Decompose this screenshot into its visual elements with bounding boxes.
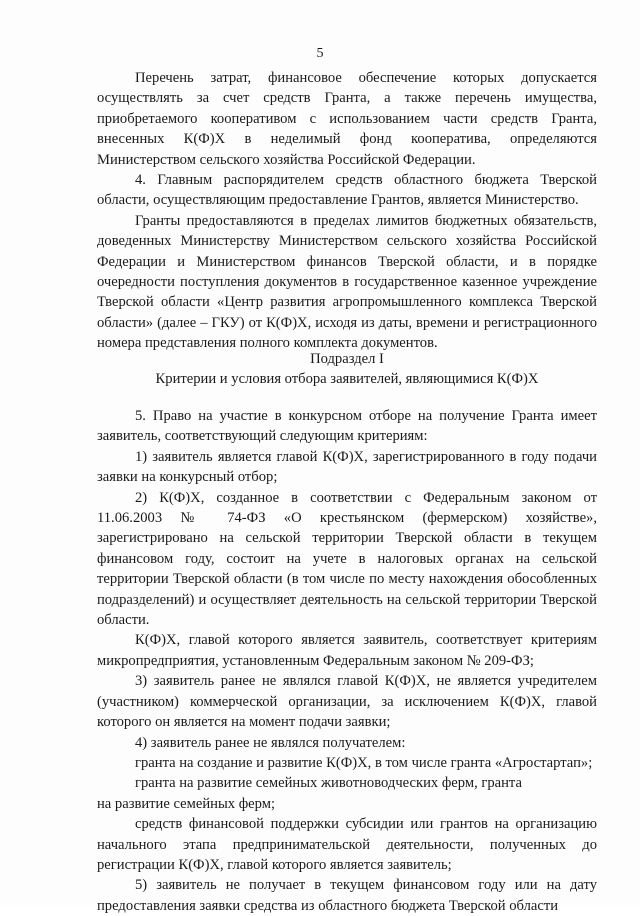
intro-section xyxy=(97,68,597,354)
paragraph: 5) заявитель не получает в текущем финансовом году или на дату предоставления заявки средства из областного бюджета Тверской области xyxy=(97,877,597,914)
paragraph: 2) К(Ф)Х, созданное в соответствии с Федеральным законом от 11.06.2003 № 74-ФЗ «О крестьянском (фермерском) хозяйстве», зарегистрировано на сельской территории Тверской области в текущем финансовом году, состоит на учете в налоговых органах на сельской территории Тверской области (в том числе по месту нахождения обособленных подразделений) и осуществляет деятельность на сельской территории Тверской области. xyxy=(97,489,597,629)
paragraph: гранта на развитие семейных животноводческих ферм, гранта xyxy=(135,775,522,792)
paragraph: средств финансовой поддержки субсидии или грантов на организацию начального этапа предпринимательской деятельности, полученных до регистрации К(Ф)Х, главой которого является заявитель; xyxy=(97,816,597,873)
paragraph: 4. Главным распорядителем средств областного бюджета Тверской области, осуществляющим предоставление Грантов, является Министерство. xyxy=(97,172,597,209)
paragraph: К(Ф)Х, главой которого является заявитель, соответствует критериям микропредприятия, установленным Федеральным законом № 209-ФЗ; xyxy=(97,632,597,669)
paragraph: Перечень затрат, финансовое обеспечение которых допускается осуществлять за счет средств Гранта, а также перечень имущества, приобретаемого кооперативом с использованием части средств Гранта, внесенных К(Ф)Х в неделимый фонд кооператива, определяются Министерством сельского хозяйства Российской Федерации. xyxy=(97,70,597,168)
paragraph: 4) заявитель ранее не являлся получателем: xyxy=(135,734,406,751)
paragraph: гранта на создание и развитие К(Ф)Х, в том числе гранта «Агростартап»; xyxy=(135,754,593,771)
paragraph: 3) заявитель ранее не являлся главой К(Ф)Х, не является учредителем (участником) коммерческой организации, за исключением К(Ф)Х, главой которого он является на момент подачи заявки; xyxy=(97,673,597,731)
paragraph: на развитие семейных ферм; xyxy=(97,795,276,812)
subsection-heading xyxy=(97,349,597,390)
criteria-section xyxy=(97,406,597,916)
subsection-title: Критерии и условия отбора заявителей, являющимися К(Ф)Х xyxy=(155,371,539,388)
paragraph: 5. Право на участие в конкурсном отборе на получение Гранта имеет заявитель, соответствующий следующим критериям: xyxy=(97,408,597,445)
subsection-number: Подраздел I xyxy=(310,351,384,367)
page-number: 5 xyxy=(316,46,324,61)
paragraph: 1) заявитель является главой К(Ф)Х, зарегистрированного в году подачи заявки на конкурсный отбор; xyxy=(97,448,597,486)
paragraph: Гранты предоставляются в пределах лимитов бюджетных обязательств, доведенных Министерству Министерством сельского хозяйства Российской Федерации и Министерством финансов Тверской области, и в порядке очередности поступления документов в государственное казенное учреждение Тверской области «Центр развития агропромышленного комплекса Тверской области» (далее – ГКУ) от К(Ф)Х, исходя из даты, времени и регистрационного номера представления полного комплекта документов. xyxy=(97,212,597,352)
